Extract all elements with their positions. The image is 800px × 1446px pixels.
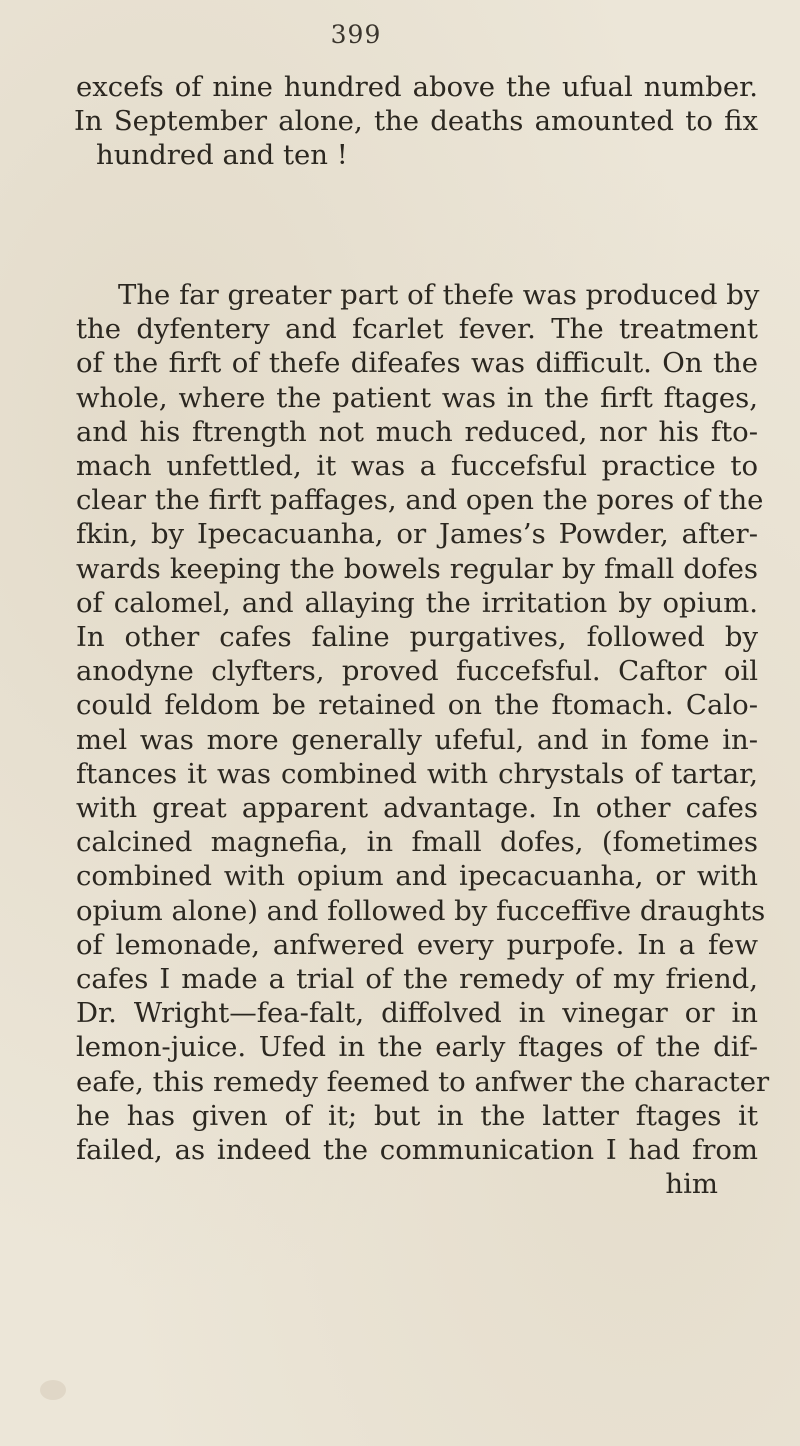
page-number: 399	[330, 20, 382, 49]
text-line: wards keeping the bowels regular by fmall dofes	[76, 552, 758, 585]
paragraph-2	[68, 278, 770, 1201]
paper-stain	[40, 1380, 66, 1400]
text-line: lemon-juice. Ufed in the early ftages of the dif-	[76, 1031, 758, 1064]
text-line: of calomel, and allaying the irritation by opium.	[76, 586, 758, 619]
text-line: calcined magnefia, in fmall dofes, (fometimes	[76, 826, 758, 859]
text-line: combined with opium and ipecacuanha, or with	[76, 860, 758, 893]
catchword: him	[665, 1168, 718, 1201]
text-line: the dyfentery and fcarlet fever. The treatment	[76, 313, 758, 346]
text-line: ftances it was combined with chrystals of tartar,	[76, 757, 758, 790]
text-line: failed, as indeed the communication I had from	[76, 1134, 758, 1167]
text-line: The far greater part of thefe was produced by	[118, 279, 760, 311]
text-line: and his ftrength not much reduced, nor his fto-	[76, 415, 758, 448]
text-line: opium alone) and followed by fucceffive draughts	[76, 894, 766, 927]
text-line: he has given of it; but in the latter ftages it	[76, 1099, 758, 1132]
text-line: fkin, by Ipecacuanha, or James’s Powder, after-	[76, 518, 758, 551]
text-line: excefs of nine hundred above the ufual number.	[76, 71, 758, 103]
text-line: clear the firft paffages, and open the pores of the	[76, 484, 764, 517]
text-line: In other cafes faline purgatives, followed by	[76, 621, 758, 654]
text-line: whole, where the patient was in the firft ftages,	[76, 381, 758, 414]
text-line: of lemonade, anfwered every purpofe. In a few	[76, 928, 758, 961]
text-line: anodyne clyfters, proved fuccefsful. Caftor oil	[76, 655, 758, 688]
text-line: cafes I made a trial of the remedy of my friend,	[76, 963, 758, 996]
text-line: eafe, this remedy feemed to anfwer the character	[76, 1065, 770, 1098]
text-line: mel was more generally ufeful, and in fome in-	[76, 723, 758, 756]
text-line: could feldom be retained on the ftomach. Calo-	[76, 689, 758, 722]
text-line: of the firft of thefe difeafes was difficult. On the	[76, 347, 758, 380]
text-line: In September alone, the deaths amounted to fix	[74, 105, 758, 138]
text-line: mach unfettled, it was a fuccefsful practice to	[76, 450, 758, 483]
text-line: Dr. Wright—fea-falt, diffolved in vinegar or in	[76, 997, 758, 1030]
text-line: with great apparent advantage. In other cafes	[76, 792, 758, 825]
paragraph-1	[68, 70, 758, 173]
text-line: hundred and ten !	[96, 139, 348, 172]
